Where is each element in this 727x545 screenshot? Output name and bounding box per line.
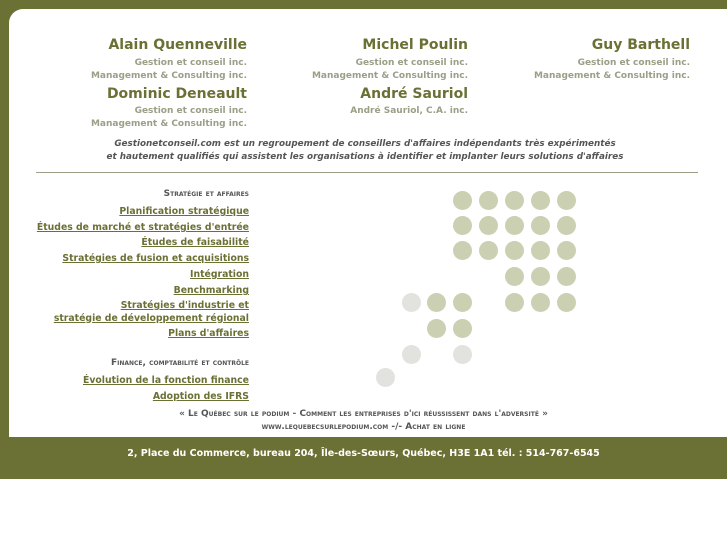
buy-online-link[interactable]: Achat en ligne — [405, 422, 466, 432]
service-link[interactable]: Études de faisabilité — [141, 237, 249, 248]
decorative-dot — [505, 216, 524, 235]
decorative-dot — [557, 267, 576, 286]
service-link[interactable]: Évolution de la fonction finance — [82, 375, 249, 386]
service-link[interactable]: Benchmarking — [173, 285, 249, 296]
service-link[interactable]: Adoption des IFRS — [152, 391, 249, 402]
intro-line: Gestionetconseil.com est un regroupement de conseillers d'affaires indépendants très expérimentés — [114, 139, 616, 149]
decorative-dot — [505, 267, 524, 286]
intro-text — [60, 138, 670, 163]
service-link[interactable]: Stratégies de fusion et acquisitions — [62, 253, 249, 264]
decorative-dot — [402, 293, 421, 312]
consultant-name[interactable]: Dominic Deneault — [106, 86, 247, 102]
decorative-dot — [453, 191, 472, 210]
section-heading-finance: Finance, comptabilité et contrôle — [110, 358, 249, 368]
book-title-line[interactable]: « Le Québec sur le podium - Comment les entreprises d'ici réussissent dans l'adversité » — [179, 409, 548, 419]
divider — [36, 172, 698, 173]
decorative-dot — [557, 293, 576, 312]
decorative-dot — [453, 293, 472, 312]
decorative-dot — [531, 241, 550, 260]
decorative-dot — [557, 191, 576, 210]
decorative-dot — [453, 319, 472, 338]
book-subtitle: Comment les entreprises d'ici réussissent dans l'adversité — [299, 409, 539, 419]
decorative-dot — [479, 191, 498, 210]
decorative-dot — [557, 241, 576, 260]
decorative-dot — [402, 345, 421, 364]
decorative-dot — [557, 216, 576, 235]
decorative-dot — [505, 191, 524, 210]
consultant-company: Gestion et conseil inc. Management & Consulting inc. — [90, 106, 247, 129]
decorative-dot — [479, 216, 498, 235]
consultant-name[interactable]: Alain Quenneville — [108, 37, 247, 53]
decorative-dot — [531, 216, 550, 235]
decorative-dot — [376, 368, 395, 387]
service-link[interactable]: Plans d'affaires — [168, 328, 249, 339]
decorative-dot — [479, 241, 498, 260]
consultant-company: Gestion et conseil inc. Management & Consulting inc. — [533, 58, 690, 81]
book-title[interactable]: Le Québec sur le podium — [188, 409, 290, 419]
decorative-dot — [505, 293, 524, 312]
consultant-company: André Sauriol, C.A. inc. — [350, 106, 468, 116]
consultant-name[interactable]: André Sauriol — [360, 86, 468, 102]
consultant-company: Gestion et conseil inc. Management & Consulting inc. — [311, 58, 468, 81]
decorative-dot — [531, 267, 550, 286]
decorative-dot — [453, 241, 472, 260]
footer-address: 2, Place du Commerce, bureau 204, Île-des-Sœurs, Québec, H3E 1A1 tél. : 514-767-6545 — [127, 448, 600, 459]
intro-line: et hautement qualifiés qui assistent les organisations à identifier et implanter leurs solutions d'affaires — [106, 151, 624, 162]
book-site-link[interactable]: www.lequebecsurlepodium.com — [261, 422, 389, 432]
decorative-dot — [427, 293, 446, 312]
decorative-dot — [427, 319, 446, 338]
decorative-dot — [453, 345, 472, 364]
service-link[interactable]: Planification stratégique — [119, 206, 249, 217]
service-link[interactable]: Intégration — [190, 269, 249, 280]
service-link[interactable]: Stratégies d'industrie et stratégie de développement régional — [53, 300, 249, 324]
decorative-dot — [531, 293, 550, 312]
section-heading-strategy: Stratégie et affaires — [163, 189, 249, 199]
consultant-company: Gestion et conseil inc. Management & Consulting inc. — [90, 58, 247, 81]
decorative-dot — [531, 191, 550, 210]
book-links-line: www.lequebecsurlepodium.com -/- Achat en ligne — [261, 422, 466, 432]
service-link[interactable]: Études de marché et stratégies d'entrée — [36, 222, 249, 233]
decorative-dot — [505, 241, 524, 260]
consultant-name[interactable]: Guy Barthell — [591, 37, 690, 53]
consultant-name[interactable]: Michel Poulin — [362, 37, 468, 53]
decorative-dot — [453, 216, 472, 235]
